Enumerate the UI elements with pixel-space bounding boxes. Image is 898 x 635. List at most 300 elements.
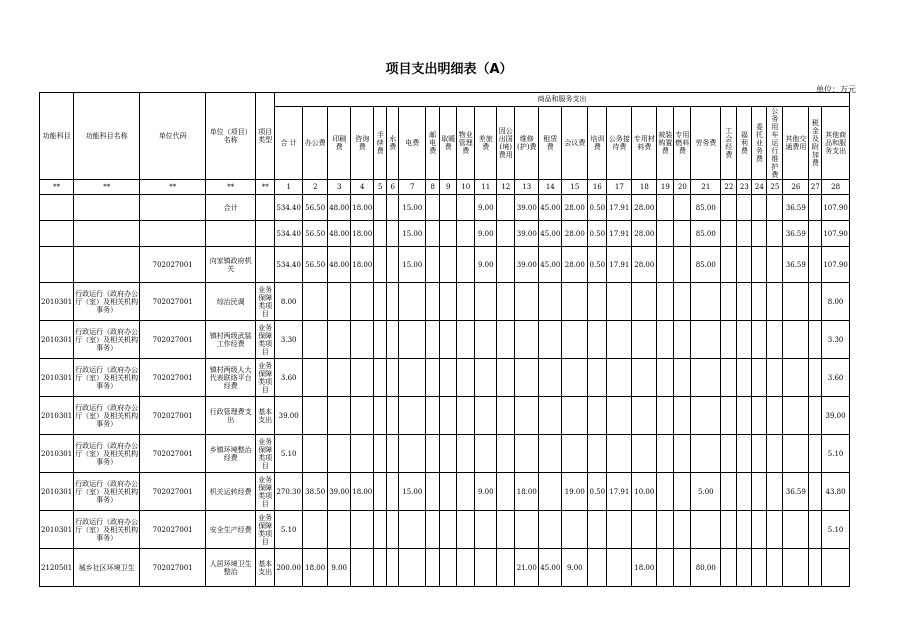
cell-value-10	[457, 283, 475, 321]
cell-value-10	[457, 221, 475, 247]
cell-value-17	[607, 359, 632, 397]
index-mark-3: **	[140, 180, 206, 195]
cell-value-27	[809, 511, 822, 549]
cell-value-28: 107.90	[822, 195, 850, 221]
cell-project-type: 业务保障类项目	[256, 511, 275, 549]
cell-value-18	[632, 435, 657, 473]
cell-value-10	[457, 359, 475, 397]
cell-func-code: 2120501	[40, 549, 74, 587]
cell-value-19	[657, 397, 674, 435]
cell-value-10	[457, 397, 475, 435]
header-func-name: 功能科目名称	[74, 93, 140, 180]
cell-value-11: 9.00	[475, 473, 497, 511]
cell-value-21	[691, 511, 721, 549]
cell-value-4: 18.00	[351, 221, 374, 247]
cell-value-21	[691, 435, 721, 473]
header-col-8: 邮电费	[426, 107, 440, 180]
cell-value-4: 18.00	[351, 195, 374, 221]
cell-value-11	[475, 359, 497, 397]
cell-value-11: 9.00	[475, 221, 497, 247]
cell-value-23	[737, 221, 752, 247]
cell-value-13: 39.00	[515, 195, 539, 221]
cell-value-14	[539, 397, 562, 435]
cell-value-14	[539, 473, 562, 511]
cell-value-21: 5.00	[691, 473, 721, 511]
cell-value-20	[674, 221, 691, 247]
cell-value-20	[674, 359, 691, 397]
cell-value-16	[588, 321, 607, 359]
cell-value-27	[809, 247, 822, 283]
header-col-9: 取暖费	[440, 107, 457, 180]
cell-unit-name: 人居环境卫生整治	[206, 549, 256, 587]
cell-func-name: 行政运行（政府办公厅（室）及相关机构事务）	[74, 359, 140, 397]
header-col-4: 咨询费	[351, 107, 374, 180]
header-col-28: 其他商品和服务支出	[822, 107, 850, 180]
index-num-11: 11	[475, 180, 497, 195]
cell-value-14: 45.00	[539, 247, 562, 283]
cell-value-5	[374, 247, 387, 283]
expense-table	[39, 92, 850, 587]
cell-func-name: 行政运行（政府办公厅（室）及相关机构事务）	[74, 321, 140, 359]
cell-value-11: 9.00	[475, 195, 497, 221]
cell-value-12	[497, 283, 515, 321]
cell-value-19	[657, 473, 674, 511]
cell-value-12	[497, 549, 515, 587]
cell-value-2: 56.50	[303, 247, 328, 283]
cell-value-20	[674, 397, 691, 435]
cell-value-6	[387, 549, 399, 587]
cell-value-26	[783, 397, 809, 435]
cell-value-17	[607, 321, 632, 359]
cell-value-7: 15.00	[399, 195, 426, 221]
cell-value-22	[721, 321, 737, 359]
cell-value-16	[588, 283, 607, 321]
cell-project-type	[256, 221, 275, 247]
header-col-16: 培训费	[588, 107, 607, 180]
cell-value-23	[737, 247, 752, 283]
cell-value-25	[767, 321, 783, 359]
cell-unit-code	[140, 221, 206, 247]
index-num-2: 2	[303, 180, 328, 195]
cell-value-9	[440, 549, 457, 587]
cell-value-24	[752, 321, 767, 359]
cell-value-19	[657, 549, 674, 587]
cell-unit-code: 702027001	[140, 283, 206, 321]
cell-value-13	[515, 359, 539, 397]
cell-value-9	[440, 283, 457, 321]
cell-value-5	[374, 435, 387, 473]
header-unit-name: 单位（项目）名称	[206, 93, 256, 180]
cell-value-14	[539, 321, 562, 359]
cell-value-24	[752, 511, 767, 549]
table-row	[40, 247, 850, 283]
cell-value-28: 39.00	[822, 397, 850, 435]
cell-value-14: 45.00	[539, 221, 562, 247]
cell-value-15: 28.00	[562, 195, 588, 221]
header-col-5: 手续费	[374, 107, 387, 180]
cell-value-26	[783, 435, 809, 473]
cell-value-26	[783, 549, 809, 587]
cell-unit-name: 安全生产经费	[206, 511, 256, 549]
cell-value-16: 0.50	[588, 247, 607, 283]
cell-value-22	[721, 283, 737, 321]
cell-value-22	[721, 549, 737, 587]
cell-value-10	[457, 473, 475, 511]
cell-value-11	[475, 435, 497, 473]
index-mark-1: **	[40, 180, 74, 195]
cell-value-23	[737, 511, 752, 549]
cell-value-2	[303, 397, 328, 435]
cell-value-20	[674, 473, 691, 511]
cell-value-3: 39.00	[328, 473, 351, 511]
cell-func-name: 城乡社区环境卫生	[74, 549, 140, 587]
cell-value-21	[691, 321, 721, 359]
cell-value-5	[374, 321, 387, 359]
cell-value-8	[426, 473, 440, 511]
cell-value-21	[691, 359, 721, 397]
cell-value-6	[387, 321, 399, 359]
cell-value-19	[657, 359, 674, 397]
cell-value-8	[426, 359, 440, 397]
cell-value-21: 80.00	[691, 549, 721, 587]
header-col-19: 被装购置费	[657, 107, 674, 180]
cell-unit-name: 向家镇政府机关	[206, 247, 256, 283]
cell-value-15	[562, 435, 588, 473]
index-num-28: 28	[822, 180, 850, 195]
cell-value-4: 18.00	[351, 473, 374, 511]
cell-value-3: 9.00	[328, 549, 351, 587]
cell-value-18	[632, 397, 657, 435]
cell-unit-name: 机关运转经费	[206, 473, 256, 511]
cell-project-type: 业务保障类项目	[256, 435, 275, 473]
cell-value-19	[657, 435, 674, 473]
cell-value-12	[497, 221, 515, 247]
index-num-23: 23	[737, 180, 752, 195]
cell-value-24	[752, 435, 767, 473]
cell-value-8	[426, 511, 440, 549]
index-num-22: 22	[721, 180, 737, 195]
cell-value-25	[767, 359, 783, 397]
cell-value-26	[783, 359, 809, 397]
header-col-22: 工会经费	[721, 107, 737, 180]
cell-value-24	[752, 221, 767, 247]
cell-value-17	[607, 549, 632, 587]
index-num-7: 7	[399, 180, 426, 195]
header-col-13: 维修(护)费	[515, 107, 539, 180]
cell-value-3	[328, 283, 351, 321]
cell-value-10	[457, 549, 475, 587]
cell-value-20	[674, 195, 691, 221]
cell-value-11: 9.00	[475, 247, 497, 283]
cell-value-24	[752, 247, 767, 283]
cell-value-17: 17.91	[607, 221, 632, 247]
cell-value-15: 19.00	[562, 473, 588, 511]
cell-value-5	[374, 549, 387, 587]
cell-value-13	[515, 435, 539, 473]
cell-value-14	[539, 359, 562, 397]
cell-func-code: 2010301	[40, 473, 74, 511]
cell-value-12	[497, 397, 515, 435]
cell-project-type	[256, 195, 275, 221]
index-num-14: 14	[539, 180, 562, 195]
cell-value-16	[588, 549, 607, 587]
cell-value-8	[426, 397, 440, 435]
index-num-4: 4	[351, 180, 374, 195]
cell-value-7	[399, 397, 426, 435]
header-col-26: 其他交通费用	[783, 107, 809, 180]
cell-unit-name: 镇村两级武装工作经费	[206, 321, 256, 359]
cell-unit-code: 702027001	[140, 473, 206, 511]
cell-value-22	[721, 435, 737, 473]
cell-value-16	[588, 511, 607, 549]
cell-value-8	[426, 247, 440, 283]
cell-value-13	[515, 511, 539, 549]
cell-value-27	[809, 221, 822, 247]
cell-value-18: 18.00	[632, 549, 657, 587]
table-row	[40, 195, 850, 221]
cell-value-17: 17.91	[607, 473, 632, 511]
cell-value-26	[783, 511, 809, 549]
cell-unit-name: 镇村两级人大代表联络平台经费	[206, 359, 256, 397]
cell-value-24	[752, 195, 767, 221]
index-num-5: 5	[374, 180, 387, 195]
cell-value-25	[767, 195, 783, 221]
cell-value-10	[457, 195, 475, 221]
index-mark-2: **	[74, 180, 140, 195]
cell-func-code: 2010301	[40, 511, 74, 549]
cell-value-8	[426, 195, 440, 221]
cell-unit-code: 702027001	[140, 321, 206, 359]
cell-value-14	[539, 435, 562, 473]
cell-value-14	[539, 511, 562, 549]
cell-value-20	[674, 283, 691, 321]
cell-value-26	[783, 283, 809, 321]
cell-value-12	[497, 321, 515, 359]
cell-value-5	[374, 283, 387, 321]
cell-func-name	[74, 247, 140, 283]
cell-value-1: 5.10	[275, 511, 303, 549]
cell-value-11	[475, 321, 497, 359]
cell-value-22	[721, 195, 737, 221]
cell-project-type: 业务保障类项目	[256, 473, 275, 511]
cell-value-5	[374, 195, 387, 221]
index-num-20: 20	[674, 180, 691, 195]
header-col-10: 物业管理费	[457, 107, 475, 180]
cell-value-9	[440, 221, 457, 247]
table-row	[40, 221, 850, 247]
cell-value-1: 39.00	[275, 397, 303, 435]
cell-value-9	[440, 473, 457, 511]
cell-value-10	[457, 435, 475, 473]
cell-value-20	[674, 247, 691, 283]
cell-value-25	[767, 247, 783, 283]
cell-value-15	[562, 359, 588, 397]
cell-value-4	[351, 283, 374, 321]
header-col-7: 电费	[399, 107, 426, 180]
cell-value-25	[767, 221, 783, 247]
cell-value-18	[632, 511, 657, 549]
cell-value-27	[809, 473, 822, 511]
table-row	[40, 359, 850, 397]
index-num-12: 12	[497, 180, 515, 195]
cell-value-19	[657, 247, 674, 283]
cell-value-7	[399, 321, 426, 359]
cell-value-22	[721, 359, 737, 397]
header-col-18: 专用材料费	[632, 107, 657, 180]
cell-func-code	[40, 221, 74, 247]
cell-func-name: 行政运行（政府办公厅（室）及相关机构事务）	[74, 435, 140, 473]
cell-value-3: 48.00	[328, 195, 351, 221]
cell-func-name: 行政运行（政府办公厅（室）及相关机构事务）	[74, 511, 140, 549]
cell-value-7	[399, 435, 426, 473]
cell-value-23	[737, 435, 752, 473]
cell-value-21	[691, 283, 721, 321]
cell-unit-name: 合计	[206, 195, 256, 221]
cell-value-6	[387, 283, 399, 321]
index-num-9: 9	[440, 180, 457, 195]
cell-value-8	[426, 283, 440, 321]
cell-value-2: 56.50	[303, 195, 328, 221]
cell-value-1: 200.00	[275, 549, 303, 587]
cell-value-11	[475, 397, 497, 435]
cell-value-13: 39.00	[515, 247, 539, 283]
cell-func-code: 2010301	[40, 397, 74, 435]
cell-value-13: 21.00	[515, 549, 539, 587]
cell-value-8	[426, 435, 440, 473]
cell-value-28: 8.00	[822, 283, 850, 321]
cell-value-14	[539, 283, 562, 321]
cell-value-27	[809, 359, 822, 397]
cell-value-23	[737, 321, 752, 359]
cell-value-9	[440, 247, 457, 283]
cell-value-22	[721, 511, 737, 549]
cell-unit-code: 702027001	[140, 549, 206, 587]
header-col-14: 租赁费	[539, 107, 562, 180]
cell-value-25	[767, 283, 783, 321]
cell-value-13	[515, 397, 539, 435]
cell-func-code	[40, 247, 74, 283]
cell-value-19	[657, 195, 674, 221]
cell-value-25	[767, 435, 783, 473]
cell-value-13: 39.00	[515, 221, 539, 247]
cell-value-12	[497, 511, 515, 549]
cell-value-6	[387, 221, 399, 247]
cell-value-20	[674, 549, 691, 587]
cell-value-6	[387, 397, 399, 435]
cell-value-26	[783, 321, 809, 359]
cell-value-20	[674, 511, 691, 549]
cell-value-14: 45.00	[539, 549, 562, 587]
cell-value-9	[440, 321, 457, 359]
cell-value-28: 107.90	[822, 221, 850, 247]
cell-value-23	[737, 359, 752, 397]
cell-value-27	[809, 549, 822, 587]
cell-value-15	[562, 511, 588, 549]
cell-value-2: 56.50	[303, 221, 328, 247]
index-num-17: 17	[607, 180, 632, 195]
cell-value-1: 534.40	[275, 247, 303, 283]
cell-value-5	[374, 397, 387, 435]
cell-value-15	[562, 321, 588, 359]
cell-value-9	[440, 195, 457, 221]
cell-func-code	[40, 195, 74, 221]
header-col-17: 公务接待费	[607, 107, 632, 180]
cell-value-11	[475, 283, 497, 321]
cell-value-8	[426, 549, 440, 587]
cell-value-16: 0.50	[588, 473, 607, 511]
cell-value-27	[809, 397, 822, 435]
cell-func-name	[74, 221, 140, 247]
cell-value-9	[440, 435, 457, 473]
cell-value-15	[562, 283, 588, 321]
cell-value-26: 36.59	[783, 473, 809, 511]
index-num-10: 10	[457, 180, 475, 195]
cell-value-28: 5.10	[822, 511, 850, 549]
cell-value-27	[809, 435, 822, 473]
table-row	[40, 397, 850, 435]
cell-value-18: 28.00	[632, 247, 657, 283]
cell-value-20	[674, 321, 691, 359]
cell-value-21: 85.00	[691, 247, 721, 283]
cell-value-8	[426, 321, 440, 359]
cell-value-25	[767, 549, 783, 587]
index-num-6: 6	[387, 180, 399, 195]
header-col-2: 办公费	[303, 107, 328, 180]
cell-value-3	[328, 397, 351, 435]
header-col-6: 水费	[387, 107, 399, 180]
cell-value-13: 18.00	[515, 473, 539, 511]
header-col-25: 公务用车运行维护费	[767, 107, 783, 180]
cell-value-7	[399, 359, 426, 397]
cell-value-3	[328, 359, 351, 397]
table-row	[40, 435, 850, 473]
cell-value-8	[426, 221, 440, 247]
cell-value-5	[374, 221, 387, 247]
cell-value-1: 270.30	[275, 473, 303, 511]
header-col-3: 印刷费	[328, 107, 351, 180]
cell-value-28	[822, 549, 850, 587]
cell-value-9	[440, 511, 457, 549]
cell-value-6	[387, 435, 399, 473]
cell-project-type: 业务保障类项目	[256, 359, 275, 397]
cell-value-18	[632, 359, 657, 397]
index-mark-4: **	[206, 180, 256, 195]
cell-value-2	[303, 321, 328, 359]
cell-value-9	[440, 397, 457, 435]
cell-value-14: 45.00	[539, 195, 562, 221]
cell-value-16	[588, 435, 607, 473]
cell-value-18: 10.00	[632, 473, 657, 511]
cell-unit-name: 综治民调	[206, 283, 256, 321]
cell-value-23	[737, 283, 752, 321]
cell-value-24	[752, 397, 767, 435]
cell-value-3: 48.00	[328, 221, 351, 247]
cell-value-5	[374, 511, 387, 549]
cell-value-17: 17.91	[607, 247, 632, 283]
cell-value-26: 36.59	[783, 221, 809, 247]
cell-value-25	[767, 397, 783, 435]
index-num-16: 16	[588, 180, 607, 195]
cell-value-24	[752, 549, 767, 587]
cell-value-18	[632, 283, 657, 321]
cell-value-1: 8.00	[275, 283, 303, 321]
cell-value-26: 36.59	[783, 247, 809, 283]
cell-value-15: 28.00	[562, 221, 588, 247]
index-num-25: 25	[767, 180, 783, 195]
cell-value-7: 15.00	[399, 473, 426, 511]
cell-value-4	[351, 397, 374, 435]
header-row-group	[40, 93, 850, 107]
